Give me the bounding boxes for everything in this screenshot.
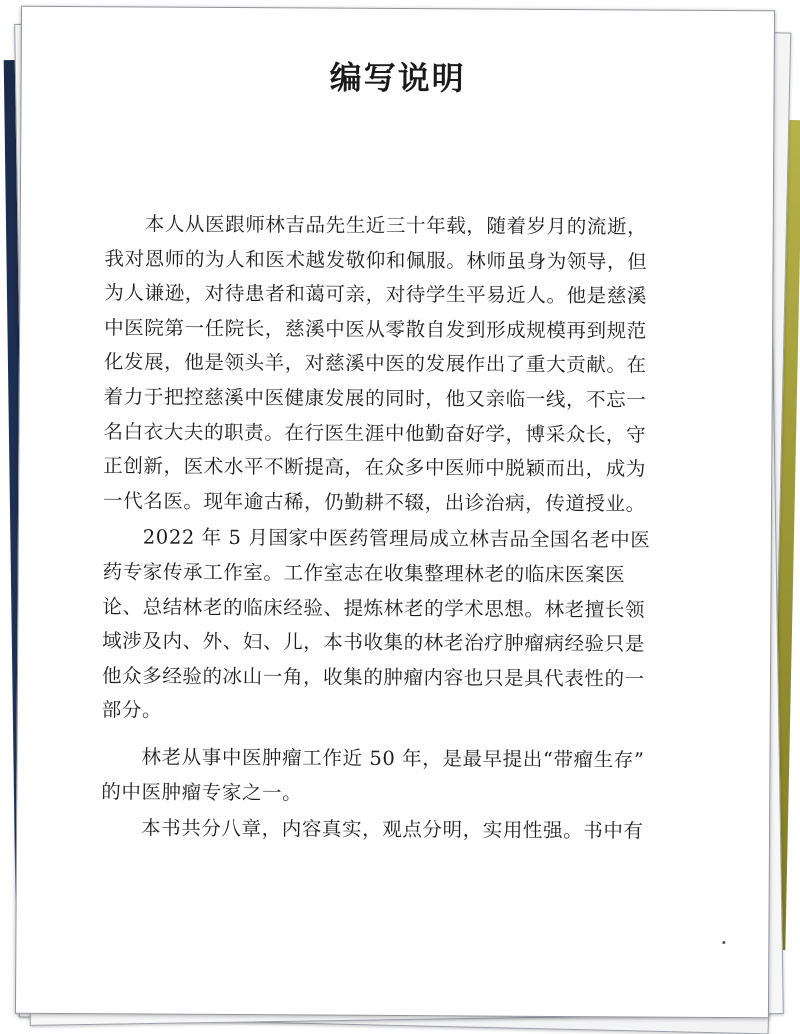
paragraph: [102, 521, 693, 732]
paragraph: [103, 207, 695, 522]
text-line: 一代名医。现年逾古稀，仍勤耕不辍，出诊治病，传道授业。: [102, 488, 646, 516]
text-line: 名白衣大夫的职责。在行医生涯中他勤奋好学，博采众长，守: [103, 419, 647, 447]
text-line: 论、总结林老的临床经验、提炼林老的学术思想。林老擅长领: [102, 594, 646, 622]
text-line: 着力于把控慈溪中医健康发展的同时，他又亲临一线，不忘一: [103, 385, 647, 412]
text-line: 他众多经验的冰山一角，收集的肿瘤内容也只是具代表性的一: [101, 663, 645, 691]
text-line: 本书共分八章，内容真实，观点分明，实用性强。书中有: [140, 816, 644, 843]
paragraph: [101, 811, 691, 849]
text-line: 药专家传承工作室。工作室志在收集整理林老的临床医案医: [102, 560, 626, 587]
text-line: 化发展，他是领头羊，对慈溪中医的发展作出了重大贡献。在: [103, 350, 647, 377]
text-line: 中医院第一任院长，慈溪中医从零散自发到形成规模再到规范: [104, 316, 647, 343]
text-line: 部分。: [101, 698, 163, 722]
paragraph: [101, 740, 691, 813]
text-line: 2022 年 5 月国家中医药管理局成立林吉品全国名老中医: [142, 525, 651, 552]
text-line: 林老从事中医肿瘤工作近 50 年，是最早提出“带瘤生存”: [141, 745, 645, 772]
text-line: 为人谦逊，对待患者和蔼可亲，对待学生平易近人。他是慈溪: [104, 281, 648, 308]
text-line: 的中医肿瘤专家之一。: [101, 779, 303, 804]
text-line: 本人从医跟师林吉品先生近三十年载，随着岁月的流逝，: [144, 212, 648, 239]
text-line: 我对恩师的为人和医术越发敬仰和佩服。林师虽身为领导，但: [104, 246, 648, 274]
document-page: [15, 6, 775, 1019]
text-line: 域涉及内、外、妇、儿，本书收集的林老治疗肿瘤病经验只是: [102, 629, 645, 656]
document-body: [101, 207, 695, 851]
text-line: 正创新，医术水平不断提高，在众多中医师中脱颖而出，成为: [103, 454, 647, 481]
page-speck: [722, 941, 725, 944]
page-title: 编写说明: [329, 58, 466, 98]
